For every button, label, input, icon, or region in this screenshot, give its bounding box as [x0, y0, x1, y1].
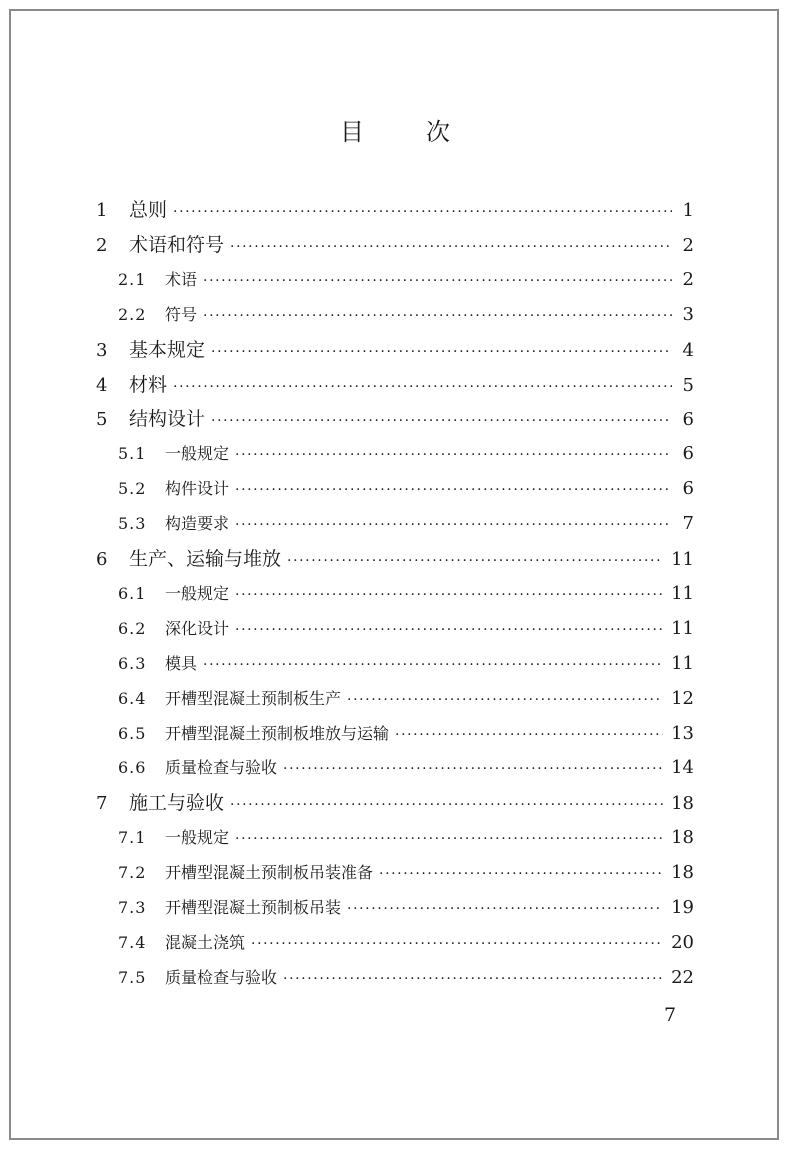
toc-entry[interactable] — [96, 195, 694, 225]
toc-page-number: 4 — [682, 339, 694, 361]
toc-page-number: 6 — [682, 478, 694, 500]
toc-label: 结构设计 — [129, 408, 206, 431]
toc-page-number: 3 — [682, 303, 694, 325]
toc-page-number: 19 — [671, 897, 694, 918]
toc-subentry[interactable] — [118, 474, 694, 504]
toc-number: 2 — [96, 234, 108, 256]
dot-leader — [395, 720, 663, 750]
toc-page-number: 22 — [671, 966, 694, 988]
toc-page-number: 13 — [671, 722, 694, 744]
toc-entry[interactable] — [96, 230, 694, 260]
toc-number: 6.1 — [118, 583, 147, 603]
toc-number: 6.2 — [118, 618, 147, 638]
toc-label: 开槽型混凝土预制板吊装 — [165, 898, 342, 917]
dot-leader — [173, 372, 672, 402]
toc-label: 术语 — [165, 269, 198, 289]
toc-number: 7.4 — [118, 932, 147, 952]
dot-leader — [230, 232, 672, 262]
dot-leader — [203, 266, 672, 296]
dot-leader — [235, 615, 663, 645]
toc-subentry[interactable] — [118, 509, 694, 539]
toc-page-number: 2 — [682, 234, 694, 256]
toc-page-number: 7 — [682, 513, 694, 535]
toc-page-number: 18 — [671, 862, 694, 884]
dot-leader — [235, 475, 672, 505]
toc-entry[interactable] — [96, 544, 694, 574]
toc-page-number: 14 — [671, 757, 694, 779]
dot-leader — [235, 824, 663, 854]
toc-label: 一般规定 — [165, 828, 230, 848]
toc-subentry[interactable] — [118, 963, 694, 993]
toc-number: 4 — [96, 374, 108, 396]
toc-label: 材料 — [129, 373, 168, 396]
toc-page-number: 20 — [671, 931, 694, 953]
toc-entry[interactable] — [96, 370, 694, 400]
dot-leader — [230, 790, 663, 820]
toc-label: 一般规定 — [165, 444, 230, 464]
toc-entry[interactable] — [96, 335, 694, 365]
toc-number: 1 — [96, 200, 108, 221]
toc-label: 模具 — [165, 653, 198, 673]
dot-leader — [287, 546, 663, 576]
toc-subentry[interactable] — [118, 858, 694, 888]
toc-label: 术语和符号 — [129, 233, 225, 256]
toc-label: 深化设计 — [165, 618, 230, 638]
toc-number: 2.1 — [118, 269, 147, 289]
title-char-1: 目 — [340, 118, 364, 146]
dot-leader — [347, 894, 663, 924]
toc-page-number: 6 — [682, 443, 694, 465]
toc-number: 7.2 — [118, 863, 147, 883]
toc-label: 基本规定 — [129, 338, 206, 361]
toc-label: 一般规定 — [165, 583, 230, 603]
toc-page-number: 18 — [671, 793, 694, 815]
toc-number: 7.1 — [118, 828, 147, 848]
toc-number: 2.2 — [118, 304, 147, 324]
toc-page-number: 18 — [671, 827, 694, 849]
dot-leader — [203, 650, 663, 680]
toc-label: 构件设计 — [165, 479, 230, 499]
dot-leader — [379, 859, 663, 889]
toc-page-number: 6 — [682, 409, 694, 431]
toc-entry[interactable] — [96, 404, 694, 434]
toc-subentry[interactable] — [118, 823, 694, 853]
title-char-2: 次 — [426, 118, 450, 146]
toc-page-number: 2 — [682, 268, 694, 290]
toc-subentry[interactable] — [118, 614, 694, 644]
toc-label: 开槽型混凝土预制板生产 — [165, 688, 342, 708]
toc-label: 混凝土浇筑 — [165, 932, 246, 952]
toc-subentry[interactable] — [118, 439, 694, 469]
dot-leader — [347, 685, 663, 715]
toc-label: 开槽型混凝土预制板吊装准备 — [165, 863, 374, 883]
dot-leader — [211, 406, 672, 436]
toc-subentry[interactable] — [118, 265, 694, 295]
toc-number: 7.5 — [118, 967, 147, 987]
toc-subentry[interactable] — [118, 649, 694, 679]
toc-subentry[interactable] — [118, 684, 694, 714]
toc-page-number: 11 — [671, 582, 694, 604]
toc-page-number: 5 — [682, 374, 694, 396]
dot-leader — [283, 754, 663, 784]
toc-page-number: 12 — [671, 687, 694, 709]
toc-number: 6.3 — [118, 653, 147, 673]
toc-subentry[interactable] — [118, 928, 694, 958]
toc-page-number: 11 — [671, 617, 694, 639]
page-number: 7 — [664, 1004, 677, 1026]
dot-leader — [235, 580, 663, 610]
dot-leader — [211, 337, 672, 367]
dot-leader — [203, 301, 672, 331]
toc-subentry[interactable] — [118, 719, 694, 749]
toc-number: 5.2 — [118, 479, 147, 499]
toc-number: 6.6 — [118, 758, 147, 778]
toc-subentry[interactable] — [118, 893, 694, 923]
toc-number: 5 — [96, 409, 108, 431]
toc-label: 开槽型混凝土预制板堆放与运输 — [165, 723, 390, 743]
toc-label: 质量检查与验收 — [165, 967, 278, 987]
toc-subentry[interactable] — [118, 753, 694, 783]
toc-label: 生产、运输与堆放 — [129, 548, 282, 570]
toc-number: 6.5 — [118, 723, 147, 743]
toc-number: 7 — [96, 793, 108, 815]
dot-leader — [173, 197, 672, 227]
toc-label: 总则 — [129, 199, 168, 221]
toc-number: 6 — [96, 549, 108, 570]
toc-page-number: 11 — [671, 652, 694, 674]
dot-leader — [251, 929, 663, 959]
dot-leader — [235, 510, 672, 540]
toc-label: 质量检查与验收 — [165, 758, 278, 778]
toc-subentry[interactable] — [118, 300, 694, 330]
toc-label: 构造要求 — [165, 514, 230, 534]
toc-entry[interactable] — [96, 788, 694, 818]
toc-subentry[interactable] — [118, 579, 694, 609]
dot-leader — [283, 964, 663, 994]
toc-label: 施工与验收 — [129, 792, 225, 815]
toc-number: 7.3 — [118, 898, 147, 917]
toc-label: 符号 — [165, 304, 198, 324]
dot-leader — [235, 440, 672, 470]
toc-number: 6.4 — [118, 688, 147, 708]
toc-page-number: 1 — [682, 200, 694, 221]
toc-number: 3 — [96, 339, 108, 361]
toc-number: 5.1 — [118, 444, 147, 464]
toc-number: 5.3 — [118, 514, 147, 534]
toc-page-number: 11 — [671, 549, 694, 570]
